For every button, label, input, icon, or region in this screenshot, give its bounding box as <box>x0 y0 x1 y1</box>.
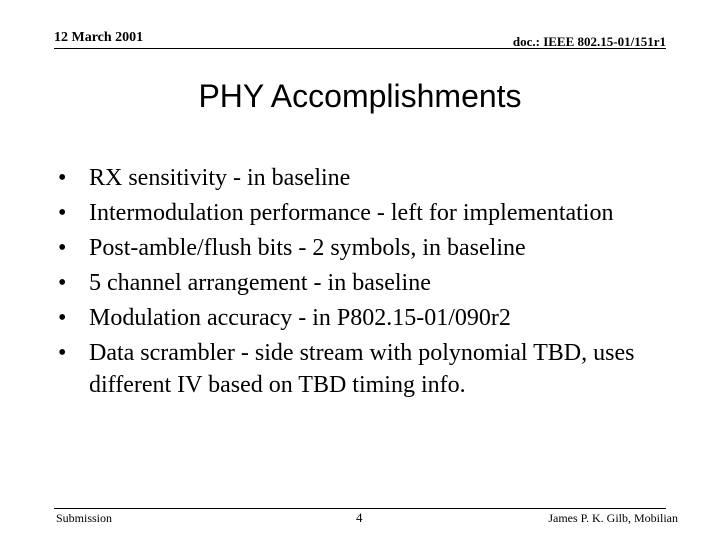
bullet-text: Data scrambler - side stream with polynomial TBD, uses different IV based on TBD timing info. <box>89 340 635 398</box>
bullet-item <box>56 302 676 334</box>
bullet-dot-icon: • <box>58 340 67 366</box>
bullet-dot-icon: • <box>58 165 67 191</box>
bullet-text: Modulation accuracy - in P802.15-01/090r2 <box>89 305 511 331</box>
bullet-item <box>56 162 676 194</box>
header-date: 12 March 2001 <box>54 30 144 45</box>
bullet-list <box>56 162 676 404</box>
bullet-text: Post-amble/flush bits - 2 symbols, in baseline <box>89 235 526 261</box>
bullet-text: Intermodulation performance - left for implementation <box>89 200 614 226</box>
bullet-item <box>56 267 676 299</box>
slide-title: PHY Accomplishments <box>198 78 522 114</box>
header-divider <box>54 48 666 49</box>
footer-page-number: 4 <box>356 510 363 525</box>
footer-submission: Submission <box>56 511 113 525</box>
bullet-item <box>56 197 676 229</box>
footer-divider <box>54 508 666 509</box>
footer-author: James P. K. Gilb, Mobilian <box>548 511 678 525</box>
bullet-text: RX sensitivity - in baseline <box>89 165 351 191</box>
header-doc-id: doc.: IEEE 802.15-01/151r1 <box>512 34 666 49</box>
bullet-dot-icon: • <box>58 235 67 261</box>
bullet-item <box>56 337 676 401</box>
bullet-item <box>56 232 676 264</box>
bullet-dot-icon: • <box>58 200 67 226</box>
bullet-dot-icon: • <box>58 305 67 331</box>
bullet-dot-icon: • <box>58 270 67 296</box>
bullet-text: 5 channel arrangement - in baseline <box>89 270 431 296</box>
